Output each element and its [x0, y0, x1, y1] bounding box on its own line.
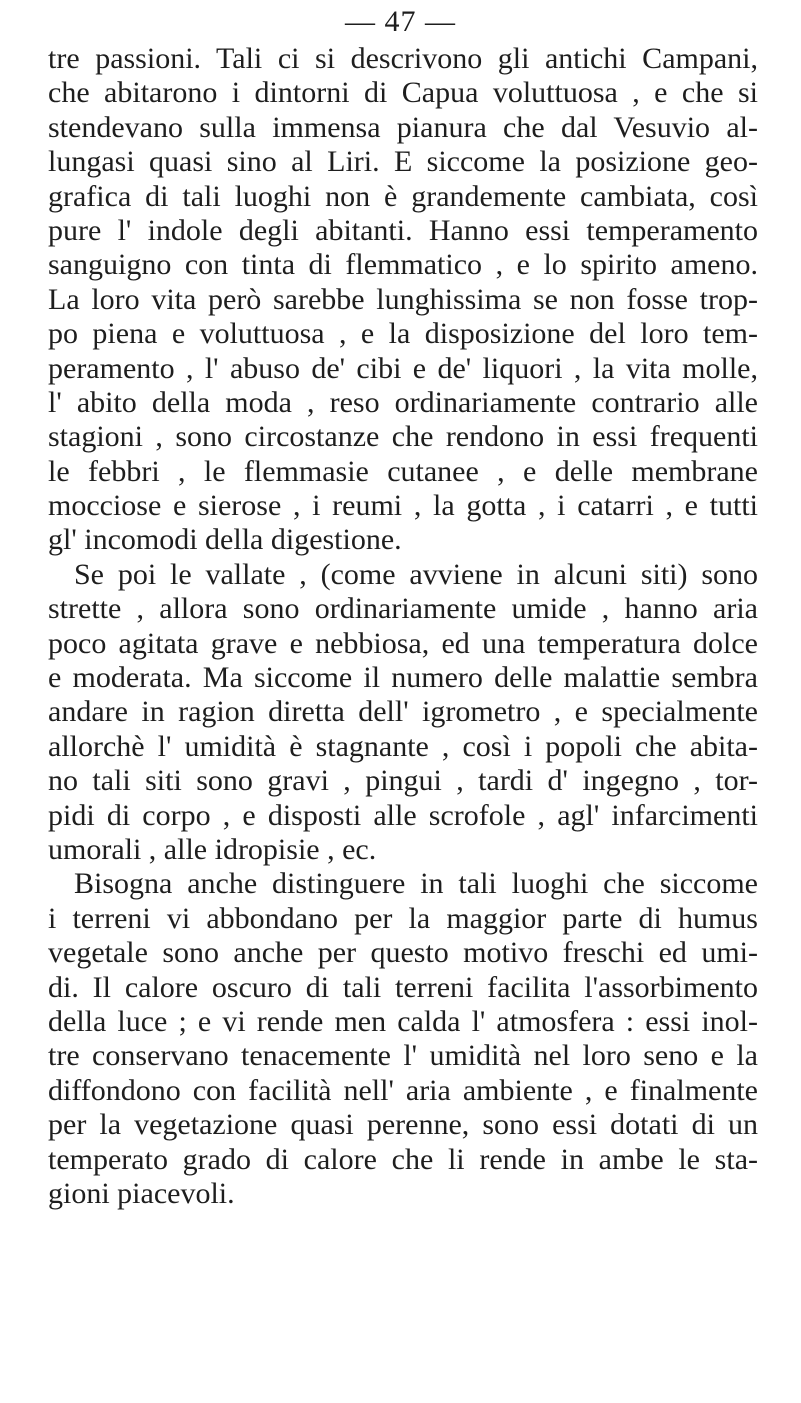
paragraph-2	[48, 558, 758, 868]
paragraph-1	[48, 42, 758, 558]
paragraph-3	[48, 867, 758, 1211]
text-line: vegetale sono anche per questo motivo freschi ed umi-	[48, 936, 758, 970]
text-block	[48, 42, 758, 1211]
text-line: umorali , alle idropisie , ec.	[48, 832, 377, 866]
text-line: di. Il calore oscuro di tali terreni facilita l'assorbimento	[48, 970, 758, 1004]
text-line: strette , allora sono ordinariamente umide , hanno aria	[48, 592, 758, 626]
text-line: tre passioni. Tali ci si descrivono gli antichi Campani,	[48, 42, 758, 75]
text-line: che abitarono i dintorni di Capua voluttuosa , e che si	[48, 76, 758, 110]
text-line: gioni piacevoli.	[48, 1176, 235, 1210]
text-line: andare in ragion diretta dell' igrometro , e specialmente	[48, 695, 758, 729]
text-line: lungasi quasi sino al Liri. E siccome la posizione geo-	[48, 145, 758, 179]
text-line: peramento , l' abuso de' cibi e de' liquori , la vita molle,	[48, 351, 758, 385]
text-line: grafica di tali luoghi non è grandemente cambiata, così	[48, 179, 758, 213]
text-line: pidi di corpo , e disposti alle scrofole , agl' infarcimenti	[48, 798, 758, 832]
text-line: diffondono con facilità nell' aria ambiente , e finalmente	[48, 1073, 758, 1107]
text-line: gl' incomodi della digestione.	[48, 523, 402, 557]
text-line: le febbri , le flemmasie cutanee , e delle membrane	[48, 454, 758, 488]
text-line: tre conservano tenacemente l' umidità nel loro seno e la	[48, 1039, 758, 1073]
text-line: pure l' indole degli abitanti. Hanno essi temperamento	[48, 213, 758, 247]
text-line: della luce ; e vi rende men calda l' atmosfera : essi inol-	[48, 1004, 758, 1038]
text-line: per la vegetazione quasi perenne, sono essi dotati di un	[48, 1108, 758, 1142]
text-line: mocciose e sierose , i reumi , la gotta , i catarri , e tutti	[48, 489, 758, 523]
text-line: l' abito della moda , reso ordinariamente contrario alle	[48, 385, 758, 419]
page-number: — 47 —	[345, 5, 456, 38]
text-line: stagioni , sono circostanze che rendono in essi frequenti	[48, 420, 758, 454]
text-line: no tali siti sono gravi , pingui , tardi d' ingegno , tor-	[48, 764, 758, 798]
text-line: stendevano sulla immensa pianura che dal Vesuvio al-	[48, 110, 758, 144]
text-line: allorchè l' umidità è stagnante , così i popoli che abita-	[48, 729, 758, 763]
text-line: poco agitata grave e nebbiosa, ed una temperatura dolce	[48, 626, 758, 660]
text-line: i terreni vi abbondano per la maggior parte di humus	[48, 901, 758, 935]
text-line: temperato grado di calore che li rende in ambe le sta-	[48, 1142, 758, 1176]
text-line: La loro vita però sarebbe lunghissima se non fosse trop-	[48, 282, 758, 316]
text-line: e moderata. Ma siccome il numero delle malattie sembra	[48, 661, 758, 695]
text-line: Bisogna anche distinguere in tali luoghi che siccome	[74, 867, 758, 901]
text-line: sanguigno con tinta di flemmatico , e lo spirito ameno.	[48, 248, 758, 282]
text-line: Se poi le vallate , (come avviene in alcuni siti) sono	[74, 557, 758, 591]
text-line: po piena e voluttuosa , e la disposizione del loro tem-	[48, 317, 758, 351]
